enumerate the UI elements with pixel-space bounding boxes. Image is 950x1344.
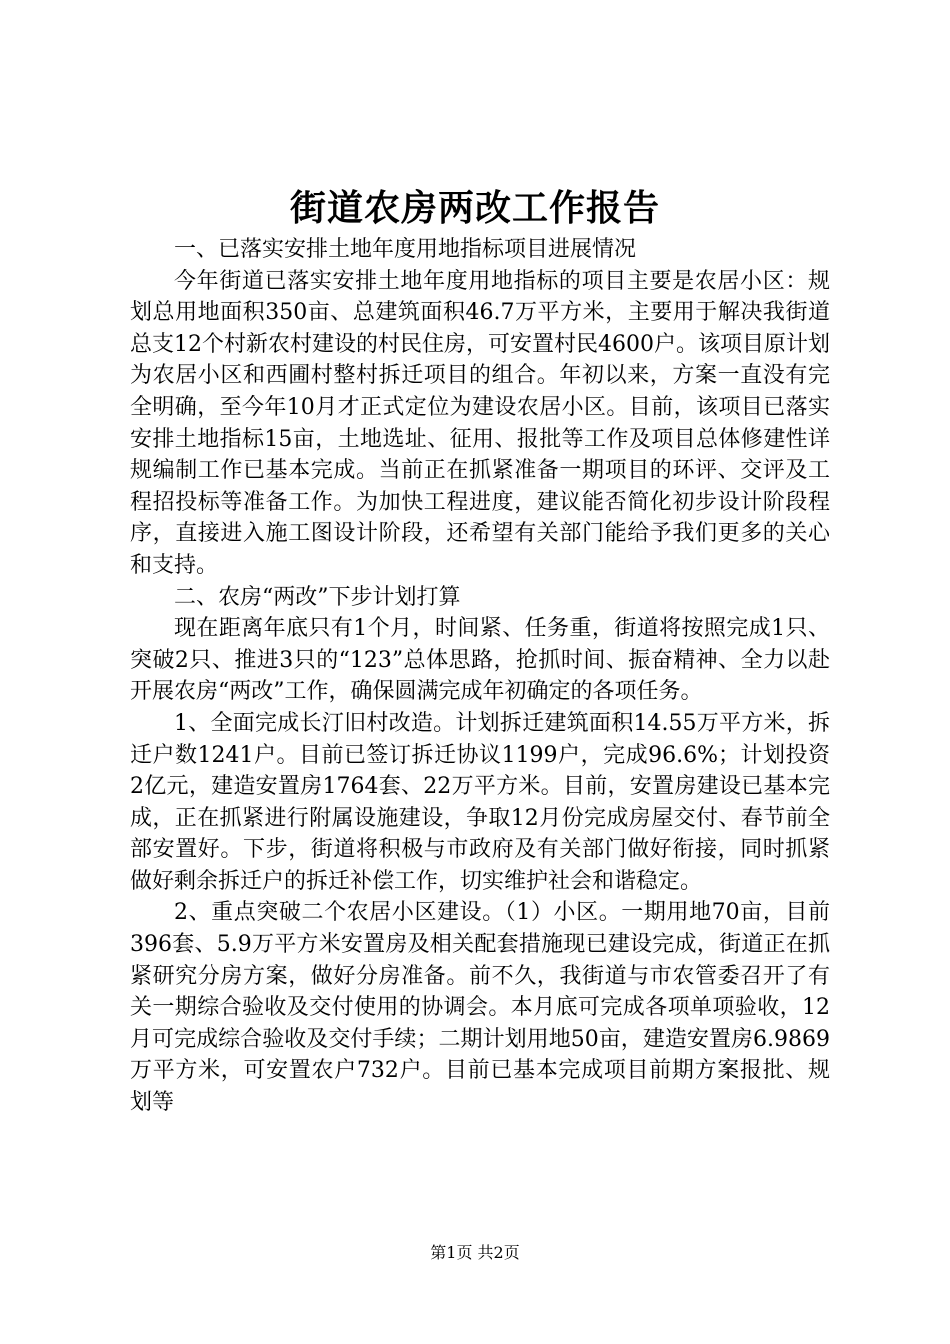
- page-footer: 第1页 共2页: [430, 1243, 520, 1262]
- body-paragraph: 今年街道已落实安排土地年度用地指标的项目主要是农居小区：规划总用地面积350亩、总建筑面积46.7万平方米，主要用于解决我街道总支12个村新农村建设的村民住房，可安置村民4600户。该项目原计划为农居小区和西圃村整村拆迁项目的组合。年初以来，方案一直没有完全明确，至今年10月才正式定位为建设农居小区。目前，该项目已落实安排土地指标15亩，土地选址、征用、报批等工作及项目总体修建性详规编制工作已基本完成。当前正在抓紧准备一期项目的环评、交评及工程招投标等准备工作。为加快工程进度，建议能否简化初步设计阶段程序，直接进入施工图设计阶段，还希望有关部门能给予我们更多的关心和支持。: [130, 268, 830, 578]
- body-paragraph: 2、重点突破二个农居小区建设。（1）小区。一期用地70亩，目前396套、5.9万平方米安置房及相关配套措施现已建设完成，街道正在抓紧研究分房方案，做好分房准备。前不久，我街道与市农管委召开了有关一期综合验收及交付使用的协调会。本月底可完成各项单项验收，12月可完成综合验收及交付手续；二期计划用地50亩，建造安置房6.9869万平方米，可安置农户732户。目前已基本完成项目前期方案报批、规划等: [130, 900, 830, 1116]
- section-heading-2: 二、农房“两改”下步计划打算: [174, 584, 461, 610]
- section-heading-1: 一、已落实安排土地年度用地指标项目进展情况: [174, 237, 637, 262]
- document-body: [130, 234, 830, 1119]
- body-paragraph: 1、全面完成长汀旧村改造。计划拆迁建筑面积14.55万平方米，拆迁户数1241户。目前已签订拆迁协议1199户，完成96.6%；计划投资2亿元，建造安置房1764套、22万平方米。目前，安置房建设已基本完成，正在抓紧进行附属设施建设，争取12月份完成房屋交付、春节前全部安置好。下步，街道将积极与市政府及有关部门做好衔接，同时抓紧做好剩余拆迁户的拆迁补偿工作，切实维护社会和谐稳定。: [130, 710, 830, 894]
- body-paragraph: 现在距离年底只有1个月，时间紧、任务重，街道将按照完成1只、突破2只、推进3只的“123”总体思路，抢抓时间、振奋精神、全力以赴开展农房“两改”工作，确保圆满完成年初确定的各项任务。: [130, 616, 830, 705]
- document-title: 街道农房两改工作报告: [289, 187, 660, 229]
